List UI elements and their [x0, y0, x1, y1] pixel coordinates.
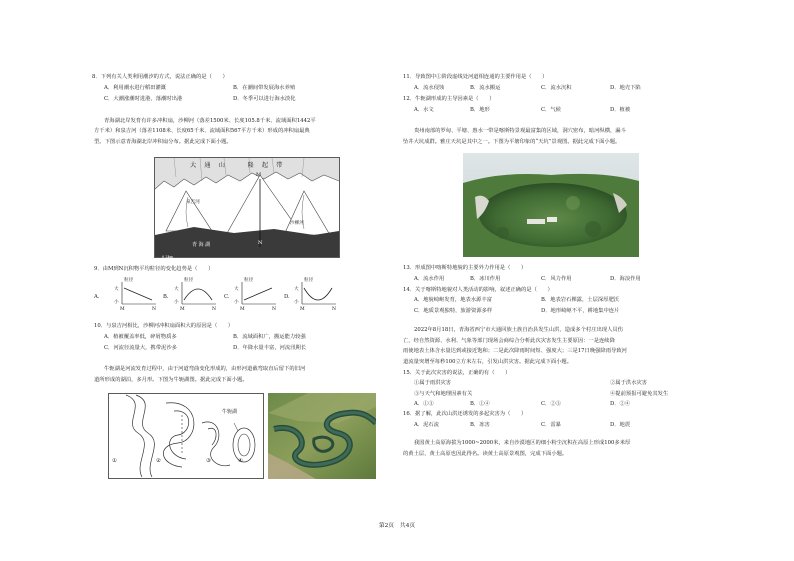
- map-scale-label: 0 2km: [162, 255, 174, 258]
- alluvial-fan-map: [154, 157, 340, 258]
- q9-graph-d-big: 大: [294, 287, 299, 292]
- q11-stem: 11．导致图中①阶段虚线处河道相连通的主要作用是（ ）: [403, 74, 548, 80]
- oxbow-lake-label: 牛轭湖: [222, 409, 238, 415]
- intro-flood-line4: 道流量突增至每秒100立方米左右，引发山洪灾害。据此完成下面小题。: [403, 359, 573, 365]
- q15-option-a[interactable]: A．①③: [414, 401, 434, 407]
- q8-option-a[interactable]: A．利用潮水进行稻田灌溉: [104, 85, 167, 91]
- q15-statement-3: ③与天气和地理因素有关: [414, 391, 473, 397]
- q9-graph-a-big: 大: [114, 287, 119, 292]
- intro-alluvial-fan-line1: 青海湖北岸发育有许多冲积扇，沙柳河（落差1500米、长度105.8千米、流域面积1442平: [104, 118, 316, 124]
- page-number: 第2页 共4页: [378, 523, 416, 529]
- intro-flood-line1: 2022年8月18日，青海省西宁市大通回族土族自治县发生山洪，造成多个村庄出现人员伤: [414, 327, 623, 333]
- oxbow-stage-2: ②: [156, 458, 161, 464]
- q8-stem: 8．下列有关人类利用潮汐的方式，说法正确的是（ ）: [92, 74, 228, 80]
- q14-option-a[interactable]: A．地貌崎岖发育，地表水源丰富: [414, 297, 492, 303]
- q11-option-b[interactable]: B．流水搬运: [470, 85, 501, 91]
- q15-statement-1: ①属于雨洪灾害: [414, 380, 452, 386]
- q9-graph-a-n: N: [152, 307, 157, 312]
- q10-option-d[interactable]: D．年降水量丰富，河流汛期长: [233, 345, 307, 351]
- map-river-shaliu-label: 沙柳河: [290, 221, 304, 226]
- intro-karst-line1: 贵州南部的罗甸、平塘、惠水一带是喀斯特景观最富集的区域，洞穴密布，暗河纵横，漏斗: [414, 128, 626, 134]
- q8-option-d[interactable]: D．冬季可以进行海水淡化: [233, 96, 296, 102]
- intro-oxbow-line2: 道所形成的湖泊，多月形。下图为牛轭湖图。据此完成下面小题。: [94, 377, 248, 383]
- q16-option-a[interactable]: A．泥石流: [414, 422, 440, 428]
- q12-option-c[interactable]: C．气候: [541, 107, 561, 113]
- q14-option-c[interactable]: C．地质景观独特，旅游资源多样: [414, 308, 493, 314]
- intro-flood-line2: 亡，经自然资源、水利、气象等部门现场会商综合分析此次灾害发生主要原因：一是连续降: [403, 338, 615, 344]
- q12-option-b[interactable]: B．地形: [470, 107, 490, 113]
- q14-option-d[interactable]: D．地形崎岖不平，耕地集中连片: [541, 308, 620, 314]
- q15-option-c[interactable]: C．②③: [541, 401, 561, 407]
- q9-graph-d-small: 小: [294, 300, 299, 305]
- q13-option-d[interactable]: D．海浪作用: [610, 276, 641, 282]
- q9-graph-c-m: M: [240, 307, 245, 312]
- q9-graph-d-n: N: [332, 307, 337, 312]
- map-point-n: N: [258, 240, 263, 246]
- oxbow-lake-diagram: [108, 393, 264, 479]
- oxbow-satellite-photo: [268, 393, 376, 479]
- q16-option-c[interactable]: C．雷暴: [541, 422, 561, 428]
- q9-graph-a-small: 小: [114, 300, 119, 305]
- q9-stem: 9．由M到N沉积物平均粒径的变化趋势是（ ）: [94, 266, 214, 272]
- q13-option-a[interactable]: A．流水作用: [414, 276, 445, 282]
- q10-option-c[interactable]: C．河流径流量大，携带泥沙多: [104, 345, 177, 351]
- oxbow-stage-1: ①: [112, 458, 117, 464]
- q8-option-c[interactable]: C．大潮涨潮时进港，落潮时出港: [104, 96, 183, 102]
- q9-graph-b-big: 大: [174, 287, 179, 292]
- q14-stem: 14．关于喀斯特地貌对人类活动的影响，叙述正确的是（ ）: [403, 287, 553, 293]
- q9-option-d-label[interactable]: D.: [284, 294, 290, 300]
- intro-flood-line3: 雨使地表土体含水量达到或接近饱和；二是此次降雨时间短、强度大；三是17日晚强降雨导致河: [403, 348, 627, 354]
- q9-graph-c-ylabel: 粒径: [244, 278, 254, 283]
- q9-option-c-label[interactable]: C.: [224, 294, 230, 300]
- q11-option-c[interactable]: C．流水沉积: [541, 85, 572, 91]
- q9-graph-d-ylabel: 粒径: [304, 278, 314, 283]
- q15-statement-4: ④提前预报可避免其发生: [610, 391, 669, 397]
- map-mountain-range-label: 大 通 山 隆 起 带: [190, 162, 284, 169]
- q9-graph-c-small: 小: [234, 300, 239, 305]
- q14-option-b[interactable]: B．地表岩石裸露，土层深厚肥沃: [541, 297, 620, 303]
- q9-graph-c-n: N: [272, 307, 277, 312]
- q13-stem: 13．形成图中喀斯特地貌的主要外力作用是（ ）: [403, 265, 527, 271]
- q9-graph-b-n: N: [212, 307, 217, 312]
- q9-graph-b-m: M: [180, 307, 185, 312]
- q15-option-d[interactable]: D．②④: [610, 401, 631, 407]
- q9-graph-a-ylabel: 粒径: [124, 278, 134, 283]
- q9-graph-d-m: M: [300, 307, 305, 312]
- q15-option-b[interactable]: B．①④: [470, 401, 490, 407]
- q9-option-a-label[interactable]: A.: [94, 294, 100, 300]
- map-lake-label: 青 海 湖: [192, 242, 211, 248]
- q10-option-a[interactable]: A．植被覆盖率低，碎屑物质多: [104, 334, 177, 340]
- q16-option-b[interactable]: B．冻害: [470, 422, 490, 428]
- intro-alluvial-fan-line3: 型。下图示意青海湖北岸冲积扇分布。据此完成下面小题。: [94, 139, 232, 145]
- intro-karst-line2: 坠井大坑成群。雅庄天坑是其中之一。下图为平塘印象的“天坑”景观图。据此完成下面小题。: [403, 139, 621, 145]
- q9-graph-a-m: M: [120, 307, 125, 312]
- oxbow-stage-3: ③: [206, 458, 211, 464]
- intro-alluvial-fan-line2: 方千米）和泉吉河（落差1108米、长度65千米、流域面积567平方千米）形成的冲积扇最典: [94, 128, 310, 134]
- oxbow-stage-4: ④: [238, 458, 243, 464]
- q12-stem: 12．牛轭湖形成的主导因素是（ ）: [403, 96, 495, 102]
- q11-option-a[interactable]: A．流水侵蚀: [414, 85, 445, 91]
- map-point-m: M: [256, 172, 262, 178]
- q9-graph-c-big: 大: [234, 287, 239, 292]
- q12-option-d[interactable]: D．植被: [610, 107, 631, 113]
- q12-option-a[interactable]: A．水文: [414, 107, 434, 113]
- q13-option-b[interactable]: B．冰川作用: [470, 276, 501, 282]
- q13-option-c[interactable]: C．风力作用: [541, 276, 572, 282]
- intro-loess-line1: 我国黄土高原海拔为1000~2000米，来自沙漠地区的细小粉尘沉积在高原上形成100多米厚: [414, 440, 631, 446]
- q10-stem: 10．与泉吉河相比，沙柳河冲积扇面积大的原因是（ ）: [94, 323, 234, 329]
- q15-statement-2: ②属于洪水灾害: [610, 380, 648, 386]
- intro-loess-line2: 的黄土层，黄土高原也因此得名。读黄土高原景观图，完成下面小题。: [403, 451, 568, 457]
- map-river-quanji-label: 泉吉河: [186, 200, 200, 205]
- intro-oxbow-line1: 牛轭湖是河流发育过程中，由于河道弯曲变化形成的，由形河道截弯取直后留下的旧河: [104, 366, 306, 372]
- q16-option-d[interactable]: D．地震: [610, 422, 631, 428]
- q15-stem: 15．关于此次灾害的说法，正确的有（ ）: [403, 370, 511, 376]
- q9-graph-b-ylabel: 粒径: [184, 278, 194, 283]
- q10-option-b[interactable]: B．流域面积广，搬运能力较强: [233, 334, 306, 340]
- q9-graph-b-small: 小: [174, 300, 179, 305]
- q16-stem: 16．据了解，此次山洪还诱发的多起灾害为（ ）: [403, 411, 527, 417]
- q9-option-b-label[interactable]: B.: [163, 294, 169, 300]
- q8-option-b[interactable]: B．在潮间带发展海水养殖: [233, 85, 296, 91]
- tiankeng-photo: [463, 153, 639, 257]
- q11-option-d[interactable]: D．地壳下陷: [610, 85, 641, 91]
